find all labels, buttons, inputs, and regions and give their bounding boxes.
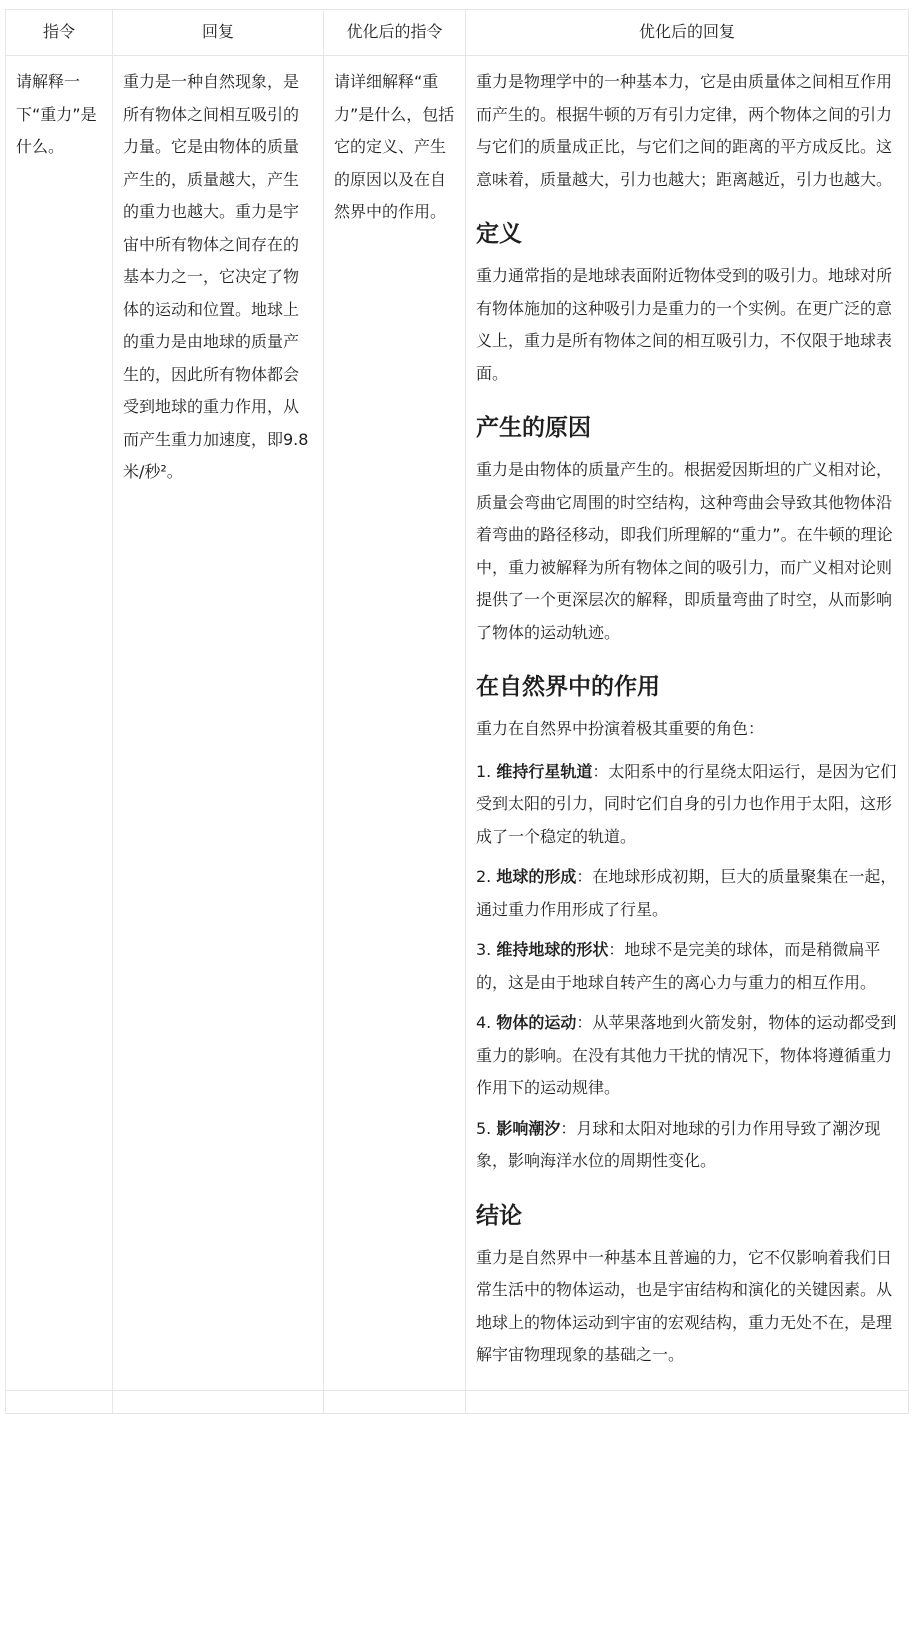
paragraph-role: 重力在自然界中扮演着极其重要的角色： [476, 719, 765, 738]
list-item [476, 934, 898, 999]
list-item-title: 影响潮汐 [496, 1118, 561, 1138]
list-item-number: 3. [476, 940, 492, 959]
list-item-title: 维持地球的形状 [496, 940, 609, 959]
cell-reply: 重力是一种自然现象，是所有物体之间相互吸引的力量。它是由物体的质量产生的，质量越大，产生的重力也越大。重力是宇宙中所有物体之间存在的基本力之一，它决定了物体的运动和位置。地球上的重力是由地球的质量产生的，因此所有物体都会受到地球的重力作用，从而产生重力加速度，即9.8米/秒²。 [113, 56, 324, 1391]
list-item-text: ：月球和太阳对地球的引力作用导致了潮汐现象，影响海洋水位的周期性变化。 [476, 1118, 881, 1170]
list-item [476, 1113, 898, 1178]
optimized-reply-intro: 重力是物理学中的一种基本力，它是由质量体之间相互作用而产生的。根据牛顿的万有引力定律，两个物体之间的引力与它们的质量成正比，与它们之间的距离的平方成反比。这意味着，质量越大，引力也越大；距离越近，引力也越大。 [476, 72, 893, 189]
cell-optimized-instruction: 请详细解释“重力”是什么，包括它的定义、产生的原因以及在自然界中的作用。 [324, 56, 466, 1391]
header-instruction: 指令 [6, 10, 113, 56]
paragraph-definition: 重力通常指的是地球表面附近物体受到的吸引力。地球对所有物体施加的这种吸引力是重力的一个实例。在更广泛的意义上，重力是所有物体之间的相互吸引力，不仅限于地球表面。 [476, 266, 893, 383]
list-item-text: ：在地球形成初期，巨大的质量聚集在一起，通过重力作用形成了行星。 [476, 867, 897, 919]
header-optimized-instruction: 优化后的指令 [324, 10, 466, 56]
list-item-text: ：太阳系中的行星绕太阳运行，是因为它们受到太阳的引力，同时它们自身的引力也作用于太阳，这形成了一个稳定的轨道。 [476, 761, 897, 846]
cell-instruction: 请解释一下“重力”是什么。 [6, 56, 113, 1391]
list-item-number: 1. [476, 761, 492, 781]
empty-table-row [6, 1390, 909, 1413]
list-item-number: 2. [476, 867, 492, 886]
list-item-title: 维持行星轨道 [496, 761, 593, 781]
list-item-number: 4. [476, 1013, 492, 1032]
heading-role: 在自然界中的作用 [476, 674, 660, 700]
list-item [476, 756, 898, 854]
heading-cause: 产生的原因 [476, 415, 591, 441]
comparison-table [5, 9, 909, 1414]
cell-optimized-reply [466, 56, 909, 1391]
table-row [6, 56, 909, 1391]
empty-cell [466, 1390, 909, 1413]
paragraph-conclusion: 重力是自然界中一种基本且普遍的力，它不仅影响着我们日常生活中的物体运动，也是宇宙结构和演化的关键因素。从地球上的物体运动到宇宙的宏观结构，重力无处不在，是理解宇宙物理现象的基础之一。 [476, 1247, 893, 1364]
heading-definition: 定义 [476, 221, 522, 247]
paragraph-cause: 重力是由物体的质量产生的。根据爱因斯坦的广义相对论，质量会弯曲它周围的时空结构，这种弯曲会导致其他物体沿着弯曲的路径移动，即我们所理解的“重力”。在牛顿的理论中，重力被解释为所有物体之间的吸引力，而广义相对论则提供了一个更深层次的解释，即质量弯曲了时空，从而影响了物体的运动轨迹。 [476, 460, 893, 642]
list-item-title: 物体的运动 [496, 1013, 577, 1032]
list-item-title: 地球的形成 [496, 867, 577, 886]
empty-cell [6, 1390, 113, 1413]
empty-cell [113, 1390, 324, 1413]
list-item-number: 5. [476, 1118, 492, 1138]
list-item [476, 1007, 898, 1105]
empty-cell [324, 1390, 466, 1413]
list-item-text: ：从苹果落地到火箭发射，物体的运动都受到重力的影响。在没有其他力干扰的情况下，物体将遵循重力作用下的运动规律。 [476, 1013, 897, 1097]
heading-conclusion: 结论 [476, 1202, 522, 1229]
list-item [476, 861, 898, 926]
list-item-text: ：地球不是完美的球体，而是稍微扁平的，这是由于地球自转产生的离心力与重力的相互作用。 [476, 940, 881, 992]
header-reply: 回复 [113, 10, 324, 56]
header-row [6, 10, 909, 56]
header-optimized-reply: 优化后的回复 [466, 10, 909, 56]
comparison-table-wrapper [5, 9, 908, 1414]
